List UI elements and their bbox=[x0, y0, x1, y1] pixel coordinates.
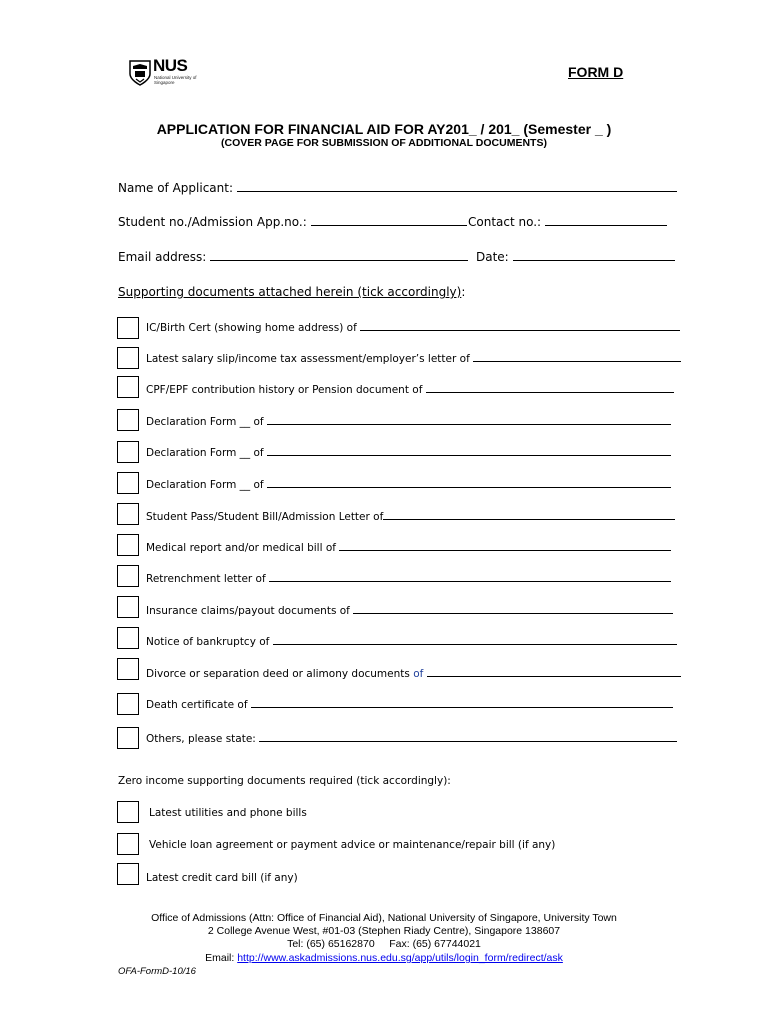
name-input-line[interactable] bbox=[237, 179, 677, 192]
item-input-line[interactable] bbox=[360, 320, 680, 331]
contact-label: Contact no.: bbox=[468, 215, 542, 229]
supporting-docs-heading bbox=[118, 285, 465, 299]
item-label: IC/Birth Cert (showing home address) of bbox=[146, 322, 357, 334]
list-item: Latest utilities and phone bills bbox=[149, 807, 307, 819]
checkbox-retrenchment-letter[interactable] bbox=[117, 565, 139, 587]
item-input-line[interactable] bbox=[251, 697, 673, 708]
item-input-line[interactable] bbox=[353, 603, 673, 614]
checkbox-declaration-form-1[interactable] bbox=[117, 409, 139, 431]
list-item bbox=[146, 571, 671, 586]
list-item bbox=[146, 634, 677, 649]
email-field-row bbox=[118, 248, 468, 264]
item-label: Medical report and/or medical bill of bbox=[146, 542, 336, 554]
footer-email-line bbox=[0, 952, 768, 965]
footer-address-line-2: 2 College Avenue West, #01-03 (Stephen Riady Centre), Singapore 138607 bbox=[207, 925, 561, 937]
list-item bbox=[146, 382, 674, 397]
item-input-line[interactable] bbox=[267, 445, 671, 456]
list-item bbox=[146, 731, 677, 746]
logo-wordmark: NUS bbox=[153, 56, 188, 75]
item-label: CPF/EPF contribution history or Pension document of bbox=[146, 384, 423, 396]
email-label: Email address: bbox=[118, 250, 207, 264]
item-input-line[interactable] bbox=[426, 382, 674, 393]
list-item: Latest credit card bill (if any) bbox=[146, 872, 298, 884]
date-field-row bbox=[476, 248, 675, 264]
checkbox-utilities-bills[interactable] bbox=[117, 801, 139, 823]
checkbox-others[interactable] bbox=[117, 727, 139, 749]
footer-address-line-1: Office of Admissions (Attn: Office of Financial Aid), National University of Singapore, University Town bbox=[151, 912, 617, 924]
list-item: Vehicle loan agreement or payment advice or maintenance/repair bill (if any) bbox=[149, 839, 556, 851]
logo-subtext: National University of Singapore bbox=[154, 75, 197, 85]
supporting-docs-heading-text: Supporting documents attached herein (tick accordingly) bbox=[118, 285, 462, 299]
list-item bbox=[146, 477, 671, 492]
checkbox-declaration-form-2[interactable] bbox=[117, 441, 139, 463]
email-input-line[interactable] bbox=[210, 248, 468, 261]
item-label-accent: of bbox=[413, 668, 424, 680]
supporting-docs-heading-colon: : bbox=[461, 285, 466, 299]
item-label: Declaration Form __ of bbox=[146, 447, 264, 459]
list-item bbox=[146, 540, 671, 555]
item-label: Retrenchment letter of bbox=[146, 573, 266, 585]
nus-logo bbox=[126, 56, 206, 100]
checkbox-death-certificate[interactable] bbox=[117, 693, 139, 715]
item-label: Declaration Form __ of bbox=[146, 479, 264, 491]
item-label: Insurance claims/payout documents of bbox=[146, 605, 350, 617]
footer-email-label: Email: bbox=[205, 952, 235, 964]
item-input-line[interactable] bbox=[383, 509, 675, 520]
item-label: Notice of bankruptcy of bbox=[146, 636, 270, 648]
item-input-line[interactable] bbox=[259, 731, 677, 742]
student-no-field-row bbox=[118, 213, 467, 229]
form-code: OFA-FormD-10/16 bbox=[118, 966, 196, 977]
footer-email-link[interactable]: http://www.askadmissions.nus.edu.sg/app/utils/login_form/redirect/ask bbox=[237, 952, 563, 964]
checkbox-salary-slip[interactable] bbox=[117, 347, 139, 369]
item-input-line[interactable] bbox=[427, 666, 681, 677]
nus-crest-icon bbox=[129, 60, 151, 86]
page-subtitle: (COVER PAGE FOR SUBMISSION OF ADDITIONAL DOCUMENTS) bbox=[221, 137, 547, 149]
contact-field-row bbox=[468, 213, 667, 229]
item-input-line[interactable] bbox=[473, 351, 681, 362]
zero-income-heading: Zero income supporting documents required (tick accordingly): bbox=[118, 775, 451, 787]
list-item bbox=[146, 351, 681, 366]
item-label: Latest salary slip/income tax assessment/employer’s letter of bbox=[146, 353, 470, 365]
student-no-input-line[interactable] bbox=[311, 213, 467, 226]
checkbox-ic-birth-cert[interactable] bbox=[117, 317, 139, 339]
list-item bbox=[146, 697, 673, 712]
checkbox-cpf-epf[interactable] bbox=[117, 376, 139, 398]
checkbox-divorce-deed[interactable] bbox=[117, 658, 139, 680]
checkbox-declaration-form-3[interactable] bbox=[117, 472, 139, 494]
item-input-line[interactable] bbox=[269, 571, 671, 582]
checkbox-vehicle-loan[interactable] bbox=[117, 833, 139, 855]
student-no-label: Student no./Admission App.no.: bbox=[118, 215, 307, 229]
date-label: Date: bbox=[476, 250, 509, 264]
checkbox-credit-card-bill[interactable] bbox=[117, 863, 139, 885]
form-label: FORM D bbox=[568, 64, 624, 80]
list-item bbox=[146, 445, 671, 460]
item-label: Student Pass/Student Bill/Admission Letter of bbox=[146, 511, 384, 523]
footer-contact-line: Tel: (65) 65162870 Fax: (65) 67744021 bbox=[287, 938, 481, 950]
item-label: Divorce or separation deed or alimony documents bbox=[146, 668, 410, 680]
checkbox-student-pass[interactable] bbox=[117, 503, 139, 525]
checkbox-insurance-claims[interactable] bbox=[117, 596, 139, 618]
list-item bbox=[146, 320, 680, 335]
contact-input-line[interactable] bbox=[545, 213, 667, 226]
item-input-line[interactable] bbox=[273, 634, 677, 645]
page-title: APPLICATION FOR FINANCIAL AID FOR AY201_ / 201_ (Semester _ ) bbox=[156, 121, 612, 137]
date-input-line[interactable] bbox=[513, 248, 675, 261]
name-field-row bbox=[118, 179, 677, 195]
item-label: Others, please state: bbox=[146, 733, 256, 745]
list-item bbox=[146, 414, 671, 429]
list-item bbox=[146, 509, 675, 524]
item-input-line[interactable] bbox=[339, 540, 671, 551]
item-label: Death certificate of bbox=[146, 699, 248, 711]
item-label: Declaration Form __ of bbox=[146, 416, 264, 428]
item-input-line[interactable] bbox=[267, 477, 671, 488]
list-item bbox=[146, 603, 673, 618]
list-item bbox=[146, 666, 681, 681]
item-input-line[interactable] bbox=[267, 414, 671, 425]
checkbox-bankruptcy[interactable] bbox=[117, 627, 139, 649]
name-label: Name of Applicant: bbox=[118, 181, 234, 195]
checkbox-medical-report[interactable] bbox=[117, 534, 139, 556]
